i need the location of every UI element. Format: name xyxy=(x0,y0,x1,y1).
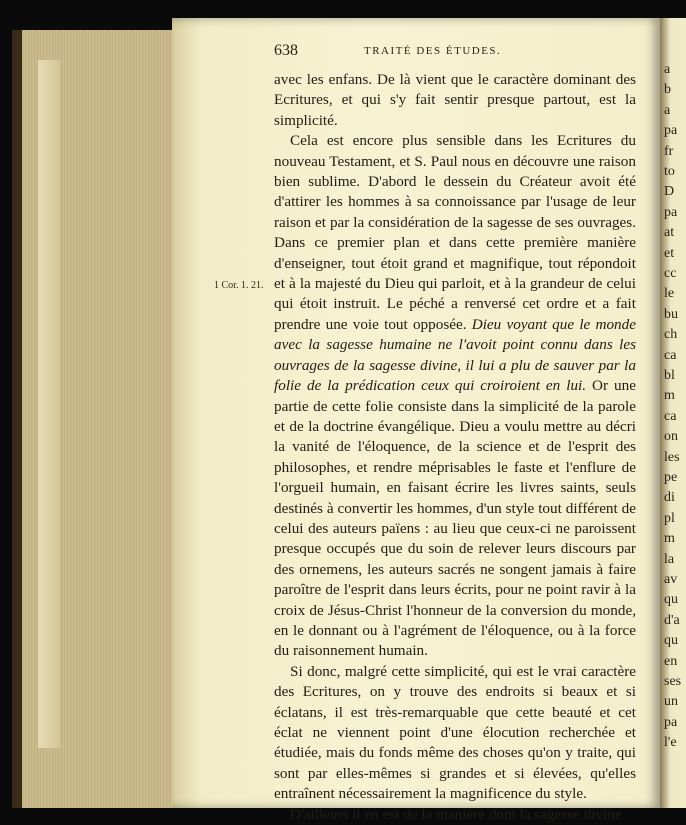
next-page-fragment: un xyxy=(664,694,678,710)
next-page-fragment: en xyxy=(664,653,678,669)
next-page-fragment: les xyxy=(664,449,680,465)
next-page-fragment: cc xyxy=(664,266,677,281)
next-page-fragment: m xyxy=(664,531,675,547)
next-page-fragment: pa xyxy=(664,714,678,730)
next-page-fragment: ch xyxy=(664,327,678,343)
next-page-fragment: ca xyxy=(664,408,677,424)
paragraph-2: Cela est encore plus sensible dans les Ecritures du nouveau Testament, et S. Paul nous en découvre une raison bien sublime. D'abord le dessein du Créateur avoit été d'attirer les hommes à sa connoissance par l'usage de leur raison et par la considération de la sagesse de ses ouvrages. Dans ce premier plan et dans cette première manière d'enseigner, tout étoit grand et magnifique, tout répondoit et à la majesté du Dieu qui parloit, et à la grandeur de celui qui étoit instruit. Le péché a renversé cet ordre et a fait prendre une voie tout opposée. Dieu voyant que le monde avec la sagesse humaine ne l'avoit point connu dans les ouvrages de la sagesse divine, il lui a plu de sauver par la folie de la prédication ceux qui croiroient en lui. Or une partie de cette folie consiste dans la simplicité de la parole et de la doctrine évangélique. Dieu a voulu mettre au décri la vanité de l'éloquence, de la science et de l'esprit des philosophes, et rendre méprisables le faste et l'enflure de l'orgueil humain, en faisant écrire les livres saints, seuls destinés à convertir les hommes, d'un style tout différent de celui des auteurs païens : au lieu que ceux-ci ne paroissent presque occupés que du soin de relever leurs discours par des ornemens, les auteurs sacrés ne songent jamais à faire paroître de l'esprit dans leurs écrits, pour ne point ravir à la croix de Jésus-Christ l'honneur de la conversion du monde, en le donnant ou à l'agrément de l'éloquence, ou à la force du raisonnement humain. xyxy=(274,132,636,660)
body-text xyxy=(274,70,636,825)
paragraph-1: avec les enfans. De là vient que le caractère dominant des Ecritures, et qui s'y fait sentir presque partout, est la simplicité. xyxy=(274,71,636,129)
paragraph-3: Si donc, malgré cette simplicité, qui est le vrai caractère des Ecritures, on y trouve des endroits si beaux et si éclatans, il est très-remarquable que cette beauté et cet éclat ne viennent point d'une élocution recherchée et étudiée, mais du fonds même des choses qu'on y traite, qui sont par elles-mêmes si grandes et si élevées, qu'elles entraînent nécessairement la magnificence du style. xyxy=(274,662,636,803)
next-page-fragment: a xyxy=(664,62,671,77)
next-page-fragment: la xyxy=(664,551,675,567)
next-page-edge xyxy=(660,18,686,808)
next-page-fragment: b xyxy=(664,82,671,98)
next-page-fragment: di xyxy=(664,490,675,506)
page-edges xyxy=(12,30,182,808)
next-page-fragment: et xyxy=(664,245,675,261)
page-number: 638 xyxy=(274,42,298,59)
running-title: TRAITÉ DES ÉTUDES. xyxy=(364,45,502,57)
next-page-fragment: av xyxy=(664,572,678,587)
next-page-fragment: d'a xyxy=(664,612,680,628)
next-page-fragment: l'e xyxy=(664,735,677,751)
next-page-fragment: le xyxy=(664,286,675,302)
scripture-quote: Dieu voyant que le monde avec la sagesse humaine ne l'avoit point connu dans les ouvrages de la sagesse divine, il lui a plu de sauver par la folie de la prédication ceux qui croiroient en lui. xyxy=(274,315,636,395)
next-page-fragment: a xyxy=(664,102,671,118)
paragraph-4: D'ailleurs il en est de la manière dont la sagesse divine xyxy=(290,805,622,823)
next-page-fragment: to xyxy=(664,164,675,179)
next-page-fragment: ca xyxy=(664,347,677,363)
next-page-fragment: bu xyxy=(664,306,678,322)
next-page-fragment: pe xyxy=(664,470,678,485)
next-page-fragment: qu xyxy=(664,633,678,649)
next-page-fragment: pa xyxy=(664,123,678,139)
next-page-fragment: D xyxy=(664,184,675,200)
next-page-fragment: m xyxy=(664,388,675,404)
next-page-fragment: fr xyxy=(664,143,674,159)
next-page-fragment: bl xyxy=(664,368,675,383)
next-page-fragment: ses xyxy=(664,674,682,689)
next-page-fragment: pa xyxy=(664,204,678,220)
margin-reference: 1 Cor. 1. 21. xyxy=(214,280,264,291)
next-page-fragment: pl xyxy=(664,510,675,526)
next-page-fragment: qu xyxy=(664,592,678,608)
next-page-fragment: on xyxy=(664,429,678,445)
next-page-fragment: at xyxy=(664,225,675,241)
